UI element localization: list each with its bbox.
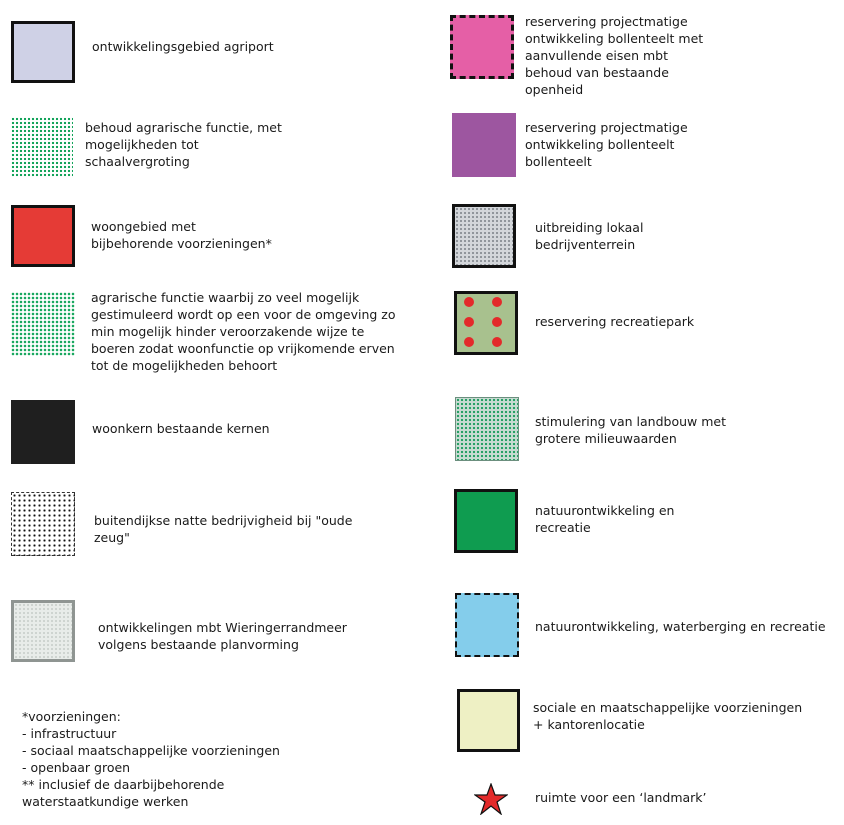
recreatie-dot — [464, 297, 474, 307]
recreatie-dot — [492, 317, 502, 327]
stimulering-landbouw-swatch — [455, 397, 519, 461]
footnote-line: ** inclusief de daarbijbehorende — [22, 777, 225, 792]
recreatie-dot — [492, 337, 502, 347]
bollenteelt-swatch — [452, 113, 516, 177]
waterberging-label: natuurontwikkeling, waterberging en recreatie — [535, 619, 826, 634]
woonkern-swatch — [11, 400, 75, 464]
bedrijventerrein-label: uitbreiding lokaal bedrijventerrein — [535, 220, 644, 252]
bollenteelt-label: reservering projectmatige ontwikkeling bollenteelt bollenteelt — [525, 120, 688, 169]
natuurontwikkeling-swatch — [454, 489, 518, 553]
footnote-line: waterstaatkundige werken — [22, 794, 189, 809]
agriport-label: ontwikkelingsgebied agriport — [92, 39, 274, 54]
recreatie-dot — [492, 297, 502, 307]
wieringerrandmeer-label: ontwikkelingen mbt Wieringerrandmeer volgens bestaande planvorming — [98, 620, 347, 652]
agriport-swatch — [11, 21, 75, 83]
buitendijks-swatch — [11, 492, 75, 556]
recreatie-dot — [464, 317, 474, 327]
landmark-label: ruimte voor een ‘landmark’ — [535, 790, 707, 805]
voorzieningen-footnote — [22, 708, 280, 810]
landmark-star-icon — [474, 783, 508, 815]
footnote-line: - openbaar groen — [22, 760, 131, 775]
recreatiepark-label: reservering recreatiepark — [535, 314, 695, 329]
recreatie-dot — [464, 337, 474, 347]
bollenteelt-openheid-label: reservering projectmatige ontwikkeling bollenteelt met aanvullende eisen mbt behoud van bestaande openheid — [525, 14, 704, 97]
bollenteelt-openheid-swatch — [450, 15, 514, 79]
agrarische-functie-label: agrarische functie waarbij zo veel mogelijk gestimuleerd wordt op een voor de omgeving zo min mogelijk hinder veroorzakende wijze te boeren zodat woonfunctie op vrijkomende erven tot de mogelijkheden behoort — [91, 290, 396, 373]
behoud-agrarisch-label: behoud agrarische functie, met mogelijkheden tot schaalvergroting — [85, 120, 282, 169]
woongebied-swatch — [11, 205, 75, 267]
behoud-agrarisch-swatch — [11, 117, 73, 177]
agrarische-functie-swatch — [11, 292, 75, 356]
footnote-line: *voorzieningen: — [22, 709, 121, 724]
footnote-line: - infrastructuur — [22, 726, 117, 741]
woonkern-label: woonkern bestaande kernen — [92, 421, 270, 436]
footnote-line: - sociaal maatschappelijke voorzieningen — [22, 743, 280, 758]
sociale-voorzieningen-swatch — [457, 689, 520, 752]
stimulering-landbouw-label: stimulering van landbouw met grotere milieuwaarden — [535, 414, 727, 446]
sociale-voorzieningen-label: sociale en maatschappelijke voorzieningen + kantorenlocatie — [533, 700, 803, 732]
waterberging-swatch — [455, 593, 519, 657]
woongebied-label: woongebied met bijbehorende voorzieningen* — [91, 219, 272, 251]
bedrijventerrein-swatch — [452, 204, 516, 268]
buitendijks-label: buitendijkse natte bedrijvigheid bij "oude zeug" — [94, 513, 353, 545]
natuurontwikkeling-label: natuurontwikkeling en recreatie — [535, 503, 675, 535]
recreatiepark-swatch — [454, 291, 518, 355]
wieringerrandmeer-swatch — [11, 600, 75, 662]
